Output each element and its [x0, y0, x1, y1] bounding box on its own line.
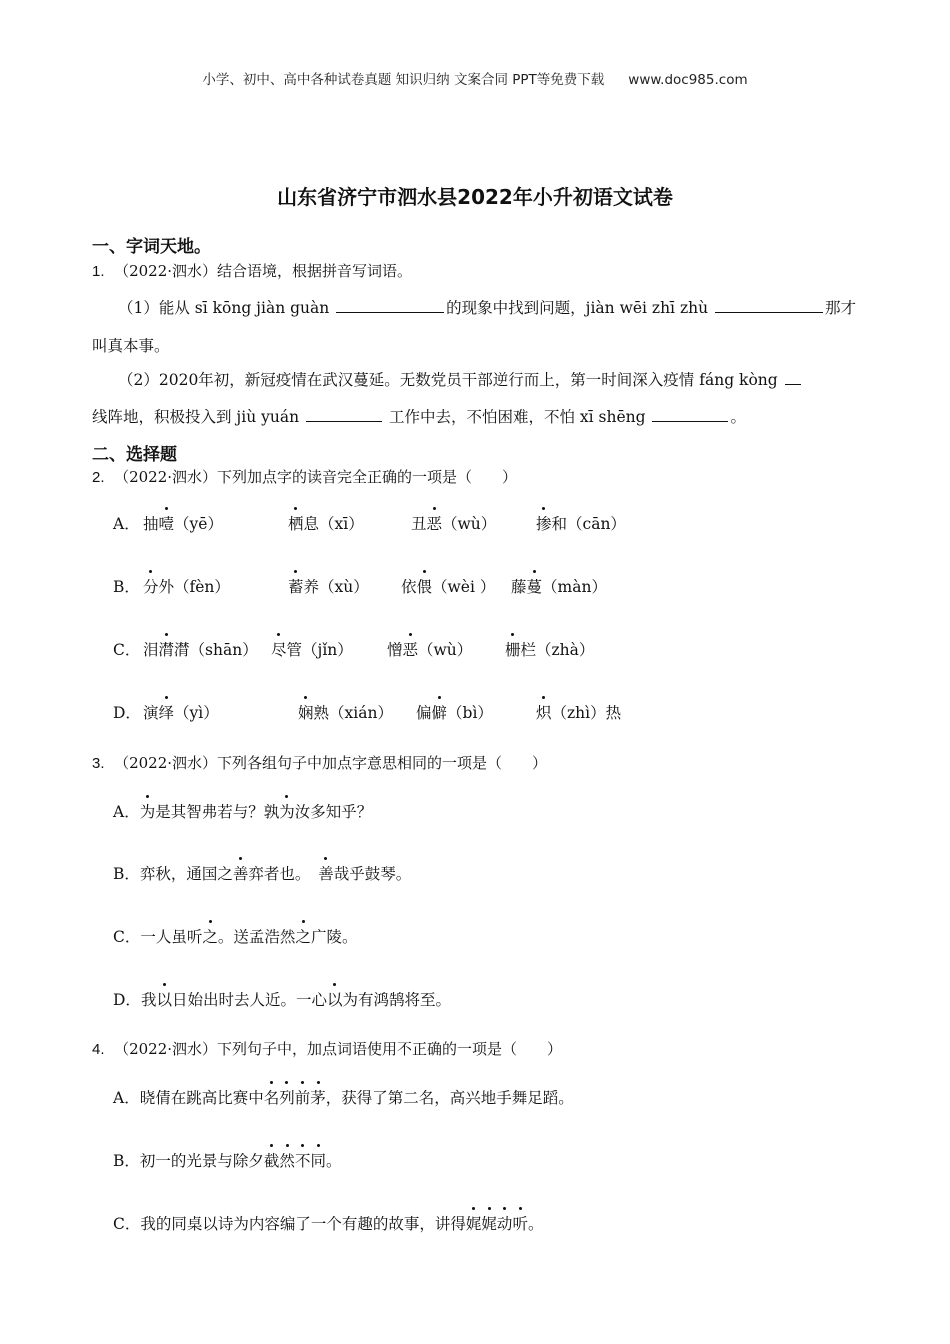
option-word: [143, 575, 230, 597]
emphasis-char: 然: [279, 1149, 295, 1171]
option-b[interactable]: [113, 575, 833, 597]
option-a[interactable]: [113, 512, 833, 534]
word-text: 息（xī）: [303, 515, 364, 533]
sentence-text: ，获得了第二名，高兴地手舞足蹈。: [325, 1089, 574, 1107]
question-text: （2022·泗水）下列各组句子中加点字意思相同的一项是（ ）: [114, 754, 548, 772]
option-a[interactable]: [113, 1086, 574, 1108]
option-label: D．: [113, 704, 141, 722]
option-word: [416, 701, 493, 723]
option-word: [271, 638, 353, 660]
word-text: （wèi ）: [432, 578, 496, 596]
sentence-text: 汝多知乎？: [294, 803, 373, 821]
option-label: B．: [113, 578, 140, 596]
option-d[interactable]: [113, 988, 451, 1010]
word-text: 栏（zhà）: [520, 641, 595, 659]
option-label: A．: [113, 515, 140, 533]
emphasis-char: 娓: [466, 1212, 482, 1234]
emphasis-char: 栅: [505, 638, 521, 660]
page-header: [0, 68, 950, 88]
word-text: （yì）: [174, 704, 219, 722]
question-4-stem: [92, 1038, 562, 1059]
q1-text-f: 。: [730, 408, 746, 426]
question-number: 4.: [92, 1041, 105, 1058]
word-text: 抽: [143, 515, 159, 533]
emphasis-char: 为: [140, 800, 156, 822]
word-text: （zhì）热: [551, 704, 622, 722]
q1-text-d: 线阵地，积极投入到 jiù yuán: [92, 408, 300, 426]
option-label: B．: [113, 865, 140, 883]
header-site: www.doc985.com: [628, 72, 748, 88]
question-text: （2022·泗水）结合语境，根据拼音写词语。: [114, 262, 413, 280]
word-text: 泪: [143, 641, 159, 659]
emphasis-char: 截: [264, 1149, 280, 1171]
sentence-text: 我的同桌以诗为内容编了一个有趣的故事，讲得: [140, 1215, 466, 1233]
sentence-text: 初一的光景与除夕: [139, 1152, 264, 1170]
option-word: [143, 512, 223, 534]
option-label: C．: [113, 641, 141, 659]
sentence-text: 我: [140, 991, 157, 1009]
word-text: 丑: [411, 515, 427, 533]
sentence-text: 为有鸿鹄将至。: [342, 991, 452, 1009]
word-text: （bì）: [447, 704, 493, 722]
emphasis-char: 动: [497, 1212, 513, 1234]
option-word: [387, 638, 472, 660]
option-word: [511, 575, 607, 597]
emphasis-char: 不: [295, 1149, 311, 1171]
sentence-text: 日始出时去人近。一心: [171, 991, 327, 1009]
word-text: 憎: [387, 641, 403, 659]
question-text: （2022·泗水）下列加点字的读音完全正确的一项是（ ）: [114, 468, 518, 486]
q1-text-e: 工作中去，不怕困难，不怕 xī shēng: [388, 408, 646, 426]
emphasis-char: 茅: [310, 1086, 326, 1108]
option-word: [401, 575, 495, 597]
q1-text-c: 那才: [825, 299, 857, 317]
option-label: A．: [113, 803, 140, 821]
answer-blank-5[interactable]: [652, 405, 728, 422]
exam-title: 山东省济宁市泗水县2022年小升初语文试卷: [277, 185, 673, 209]
emphasis-char: 以: [156, 988, 172, 1010]
emphasis-char: 娴: [298, 701, 314, 723]
q1-text-b: 的现象中找到问题，jiàn wēi zhī zhù: [446, 299, 709, 317]
emphasis-char: 尽: [271, 638, 287, 660]
sentence-text: 广陵。: [310, 928, 358, 946]
option-word: [143, 701, 219, 723]
question-1-stem: [92, 260, 412, 281]
question-number: 3.: [92, 755, 105, 772]
emphasis-char: 娓: [481, 1212, 497, 1234]
question-1-line-4: [92, 405, 746, 427]
option-word: [143, 638, 258, 660]
sentence-text: 哉乎鼓琴。: [333, 865, 412, 883]
q1-text-a: （1）能从 sī kōng jiàn guàn: [118, 299, 330, 317]
option-word: [536, 512, 626, 534]
option-word: [505, 638, 594, 660]
emphasis-char: 前: [295, 1086, 311, 1108]
answer-blank-4[interactable]: [306, 405, 382, 422]
emphasis-char: 以: [327, 988, 343, 1010]
question-2-stem: [92, 466, 517, 487]
header-text: 小学、初中、高中各种试卷真题 知识归纳 文案合同 PPT等免费下载: [202, 72, 605, 88]
option-label: C．: [113, 928, 141, 946]
sentence-text: 晓倩在跳高比赛中: [139, 1089, 264, 1107]
option-a[interactable]: [113, 800, 372, 822]
word-text: 演: [143, 704, 159, 722]
sentence-text: 一人虽听: [140, 928, 203, 946]
question-1-line-3: [118, 368, 803, 390]
option-label: B．: [113, 1152, 140, 1170]
section-heading-2: 二、选择题: [92, 445, 177, 465]
emphasis-char: 恶: [427, 512, 443, 534]
emphasis-char: 僻: [432, 701, 448, 723]
option-c[interactable]: [113, 925, 357, 947]
word-text: （wù）: [442, 515, 497, 533]
word-text: 潸（shān）: [174, 641, 258, 659]
emphasis-char: 之: [295, 925, 311, 947]
question-number: 1.: [92, 263, 105, 280]
emphasis-char: 听: [512, 1212, 528, 1234]
answer-blank-2[interactable]: [715, 296, 823, 313]
sentence-text: 弈秋，通国之: [139, 865, 233, 883]
emphasis-char: 名: [264, 1086, 280, 1108]
question-3-stem: [92, 752, 547, 773]
answer-blank-1[interactable]: [336, 296, 444, 313]
word-text: （wù）: [418, 641, 473, 659]
word-text: （yē）: [174, 515, 223, 533]
option-b[interactable]: [113, 1149, 341, 1171]
option-word: [411, 512, 496, 534]
option-c[interactable]: [113, 638, 833, 660]
emphasis-char: 分: [143, 575, 159, 597]
emphasis-char: 炽: [536, 701, 552, 723]
sentence-text: 。送孟浩然: [217, 928, 296, 946]
emphasis-char: 同: [310, 1149, 326, 1171]
word-text: 依: [401, 578, 417, 596]
option-label: A．: [113, 1089, 140, 1107]
word-text: 和（cān）: [551, 515, 626, 533]
sentence-text: 是其智弗若与？孰: [155, 803, 280, 821]
emphasis-char: 善: [318, 862, 334, 884]
option-b[interactable]: [113, 862, 411, 884]
option-word: [536, 701, 621, 723]
q1-text-c2: （2）2020年初，新冠疫情在武汉蔓延。无数党员干部逆行而上，第一时间深入疫情 fáng kòng: [118, 371, 778, 389]
answer-blank-3[interactable]: [785, 368, 801, 385]
question-number: 2.: [92, 469, 105, 486]
question-1-line-1: [118, 296, 856, 318]
emphasis-char: 蓄: [288, 575, 304, 597]
emphasis-char: 噎: [159, 512, 175, 534]
emphasis-char: 绎: [159, 701, 175, 723]
option-c[interactable]: [113, 1212, 543, 1234]
option-label: C．: [113, 1215, 141, 1233]
emphasis-char: 为: [279, 800, 295, 822]
option-word: [288, 575, 369, 597]
sentence-text: 弈者也。: [248, 865, 319, 883]
emphasis-char: 潸: [159, 638, 175, 660]
question-text: （2022·泗水）下列句子中，加点词语使用不正确的一项是（ ）: [114, 1040, 563, 1058]
word-text: （màn）: [542, 578, 607, 596]
option-word: [288, 512, 364, 534]
word-text: 养（xù）: [303, 578, 369, 596]
word-text: 熟（xián）: [313, 704, 393, 722]
emphasis-char: 善: [233, 862, 249, 884]
emphasis-char: 列: [279, 1086, 295, 1108]
option-label: D．: [113, 991, 141, 1009]
word-text: 偏: [416, 704, 432, 722]
emphasis-char: 蔓: [527, 575, 543, 597]
emphasis-char: 掺: [536, 512, 552, 534]
word-text: 管（jǐn）: [286, 641, 353, 659]
word-text: 外（fèn）: [158, 578, 230, 596]
option-d[interactable]: [113, 701, 833, 723]
emphasis-char: 栖: [288, 512, 304, 534]
emphasis-char: 之: [202, 925, 218, 947]
sentence-text: 。: [325, 1152, 342, 1170]
emphasis-char: 恶: [403, 638, 419, 660]
question-1-line-2: 叫真本事。: [92, 337, 170, 355]
section-heading-1: 一、字词天地。: [92, 237, 211, 257]
option-word: [298, 701, 393, 723]
emphasis-char: 偎: [417, 575, 433, 597]
word-text: 藤: [511, 578, 527, 596]
sentence-text: 。: [527, 1215, 544, 1233]
